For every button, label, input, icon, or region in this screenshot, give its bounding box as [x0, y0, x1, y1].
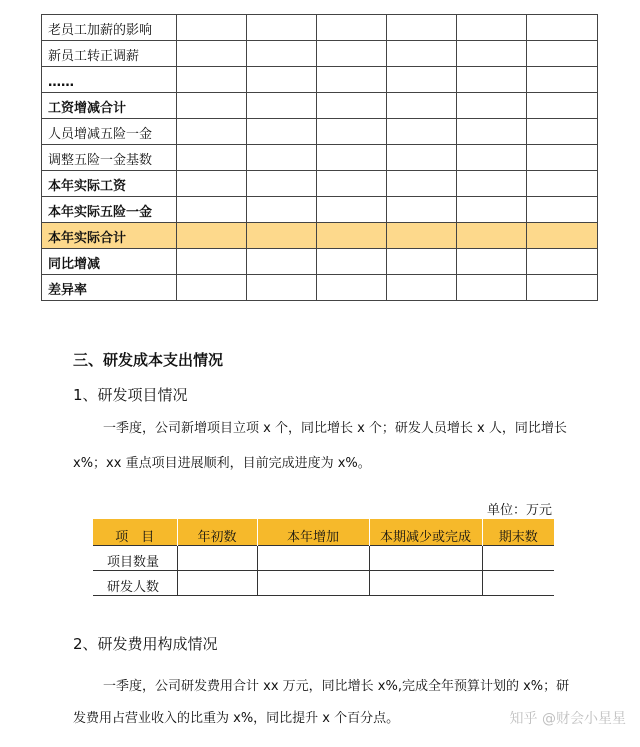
table-cell	[369, 571, 482, 596]
table-cell	[527, 249, 598, 275]
table-cell	[369, 546, 482, 571]
table-cell	[387, 171, 457, 197]
table-row	[42, 41, 598, 67]
table-cell	[527, 67, 598, 93]
table-cell	[387, 119, 457, 145]
table-cell	[317, 249, 387, 275]
table-cell	[247, 171, 317, 197]
table-cell	[387, 41, 457, 67]
table-cell	[177, 119, 247, 145]
table-cell	[457, 15, 527, 41]
table-cell	[177, 15, 247, 41]
watermark: 知乎 @财会小星星	[509, 711, 626, 727]
row-label: 项目数量	[93, 546, 177, 571]
table-row	[93, 571, 554, 596]
table-cell	[457, 275, 527, 301]
row-label: 工资增减合计	[42, 93, 177, 119]
row-label: ……	[42, 67, 177, 93]
table-cell	[247, 41, 317, 67]
table-cell	[247, 67, 317, 93]
table-cell	[457, 67, 527, 93]
table-row	[42, 171, 598, 197]
table-cell	[247, 223, 317, 249]
table-cell	[177, 67, 247, 93]
table-cell	[317, 93, 387, 119]
table-cell	[317, 275, 387, 301]
table-cell	[457, 249, 527, 275]
subsection-2-title: 2、研发费用构成情况	[73, 635, 218, 653]
table-cell	[387, 197, 457, 223]
table-row	[42, 197, 598, 223]
table-row	[42, 223, 598, 249]
table-cell	[527, 197, 598, 223]
table-cell	[387, 223, 457, 249]
column-header: 本期减少或完成	[369, 519, 482, 546]
rd-project-table	[93, 519, 554, 596]
table-cell	[457, 145, 527, 171]
table-cell	[317, 223, 387, 249]
table-cell	[457, 171, 527, 197]
table-row	[42, 275, 598, 301]
row-label: 老员工加薪的影响	[42, 15, 177, 41]
table-cell	[387, 145, 457, 171]
table-cell	[177, 171, 247, 197]
table-cell	[257, 546, 369, 571]
table-cell	[177, 93, 247, 119]
table-row	[42, 67, 598, 93]
table-row	[42, 93, 598, 119]
table-cell	[527, 171, 598, 197]
table-cell	[387, 15, 457, 41]
row-label: 本年实际工资	[42, 171, 177, 197]
table-cell	[177, 571, 257, 596]
table-cell	[317, 67, 387, 93]
table-cell	[317, 41, 387, 67]
row-label: 本年实际合计	[42, 223, 177, 249]
table-cell	[317, 197, 387, 223]
column-header: 期末数	[482, 519, 554, 546]
table-cell	[457, 223, 527, 249]
table-cell	[257, 571, 369, 596]
row-label: 差异率	[42, 275, 177, 301]
table-cell	[482, 571, 554, 596]
subsection-1-para-line1: 一季度，公司新增项目立项 x 个，同比增长 x 个；研发人员增长 x 人，同比增长	[103, 421, 567, 436]
table-cell	[247, 197, 317, 223]
table-cell	[247, 93, 317, 119]
table-cell	[527, 119, 598, 145]
table-cell	[527, 145, 598, 171]
salary-table	[41, 14, 598, 301]
section-3-title: 三、研发成本支出情况	[73, 351, 224, 369]
row-label: 调整五险一金基数	[42, 145, 177, 171]
table-cell	[247, 119, 317, 145]
table-row	[42, 15, 598, 41]
table-cell	[317, 145, 387, 171]
unit-label: 单位：万元	[487, 503, 553, 518]
column-header: 项 目	[93, 519, 177, 546]
table-cell	[247, 15, 317, 41]
table-cell	[177, 197, 247, 223]
table-cell	[317, 171, 387, 197]
row-label: 本年实际五险一金	[42, 197, 177, 223]
table-cell	[247, 249, 317, 275]
table-cell	[317, 15, 387, 41]
table-row	[93, 546, 554, 571]
subsection-1-para-line2: x%；xx 重点项目进展顺利，目前完成进度为 x%。	[73, 456, 371, 471]
table-cell	[177, 223, 247, 249]
table-cell	[457, 93, 527, 119]
table-cell	[527, 223, 598, 249]
subsection-2-para-line1: 一季度，公司研发费用合计 xx 万元，同比增长 x%,完成全年预算计划的 x%；研	[103, 679, 570, 694]
table-cell	[527, 275, 598, 301]
table-row	[42, 145, 598, 171]
table-cell	[527, 41, 598, 67]
subsection-1-title: 1、研发项目情况	[73, 386, 188, 404]
subsection-2-para-line2: 发费用占营业收入的比重为 x%，同比提升 x 个百分点。	[73, 711, 400, 726]
table-cell	[457, 119, 527, 145]
table-row	[42, 119, 598, 145]
table-cell	[317, 119, 387, 145]
column-header: 本年增加	[257, 519, 369, 546]
table-cell	[247, 275, 317, 301]
table-cell	[457, 197, 527, 223]
table-cell	[387, 67, 457, 93]
row-label: 新员工转正调薪	[42, 41, 177, 67]
table-row	[42, 249, 598, 275]
table-cell	[177, 249, 247, 275]
row-label: 同比增减	[42, 249, 177, 275]
table-cell	[482, 546, 554, 571]
table-cell	[177, 145, 247, 171]
table-cell	[527, 15, 598, 41]
table-cell	[177, 41, 247, 67]
table-cell	[457, 41, 527, 67]
table-cell	[387, 249, 457, 275]
table-cell	[247, 145, 317, 171]
row-label: 研发人数	[93, 571, 177, 596]
table-cell	[177, 546, 257, 571]
column-header: 年初数	[177, 519, 257, 546]
table-cell	[527, 93, 598, 119]
table-cell	[177, 275, 247, 301]
table-cell	[387, 275, 457, 301]
row-label: 人员增减五险一金	[42, 119, 177, 145]
table-cell	[387, 93, 457, 119]
